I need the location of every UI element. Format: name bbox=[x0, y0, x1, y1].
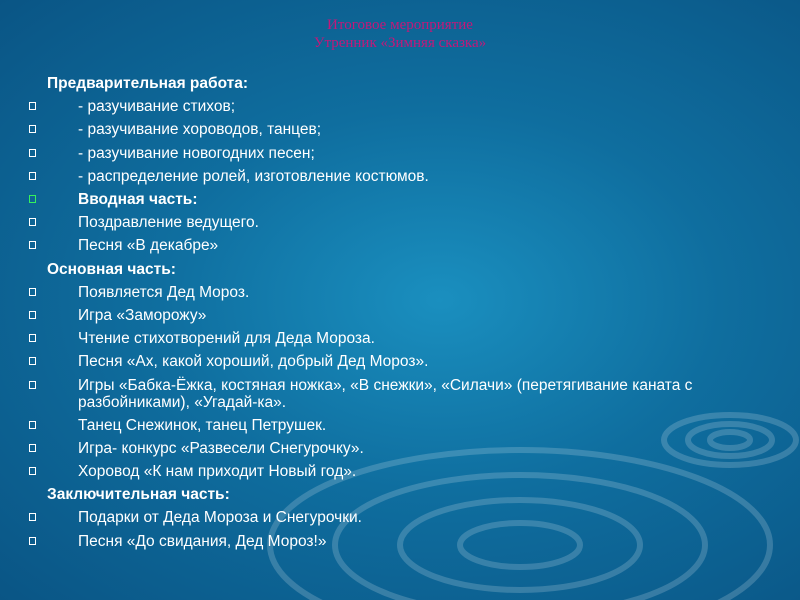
list-item bbox=[47, 118, 747, 141]
list-item bbox=[47, 95, 747, 118]
bullet-icon bbox=[29, 288, 36, 296]
item-text: Подарки от Деда Мороза и Снегурочки. bbox=[78, 509, 362, 527]
item-text: Танец Снежинок, танец Петрушек. bbox=[78, 416, 327, 434]
bullet-icon bbox=[29, 172, 36, 180]
bullet-icon bbox=[29, 537, 36, 545]
bullet-icon bbox=[29, 102, 36, 110]
list-item bbox=[47, 165, 747, 188]
section-heading bbox=[47, 258, 747, 281]
item-text: - распределение ролей, изготовление костюмов. bbox=[78, 167, 429, 185]
bullet-icon bbox=[29, 467, 36, 475]
list-item bbox=[47, 234, 747, 257]
list-item bbox=[47, 530, 747, 553]
list-item bbox=[47, 460, 747, 483]
item-text: Предварительная работа: bbox=[47, 75, 249, 92]
item-text: - разучивание хороводов, танцев; bbox=[78, 121, 322, 139]
list-item bbox=[47, 374, 747, 414]
section-heading bbox=[47, 188, 747, 211]
bullet-icon bbox=[29, 311, 36, 319]
list-item bbox=[47, 304, 747, 327]
item-text: Игра «Заморожу» bbox=[78, 307, 207, 325]
program-list bbox=[47, 72, 747, 553]
section-heading bbox=[47, 72, 747, 95]
bullet-icon bbox=[29, 241, 36, 249]
item-text: - разучивание новогодних песен; bbox=[78, 144, 315, 162]
bullet-icon bbox=[29, 195, 36, 203]
title-line-1: Итоговое мероприятие bbox=[327, 17, 473, 33]
bullet-icon bbox=[29, 334, 36, 342]
title-line-2: Утренник «Зимняя сказка» bbox=[313, 35, 487, 51]
item-text: Основная часть: bbox=[47, 260, 176, 278]
list-item bbox=[47, 142, 747, 165]
item-text: Поздравление ведущего. bbox=[78, 214, 259, 232]
bullet-icon bbox=[29, 421, 36, 429]
list-item bbox=[47, 327, 747, 350]
item-text: Песня «До свидания, Дед Мороз!» bbox=[78, 532, 327, 550]
list-item bbox=[47, 414, 747, 437]
item-text: - разучивание стихов; bbox=[78, 98, 236, 116]
bullet-icon bbox=[29, 149, 36, 157]
bullet-icon bbox=[29, 513, 36, 521]
item-text: Чтение стихотворений для Деда Мороза. bbox=[78, 330, 375, 348]
list-item bbox=[47, 281, 747, 304]
bullet-icon bbox=[29, 381, 36, 389]
slide-title bbox=[0, 16, 800, 52]
item-text: Вводная часть: bbox=[78, 191, 198, 209]
bullet-icon bbox=[29, 444, 36, 452]
item-text: Появляется Дед Мороз. bbox=[78, 283, 250, 301]
item-text: Песня «В декабре» bbox=[78, 237, 219, 255]
item-text: Песня «Ах, какой хороший, добрый Дед Мороз». bbox=[78, 353, 429, 371]
bullet-icon bbox=[29, 357, 36, 365]
item-text: Игры «Бабка-Ёжка, костяная ножка», «В снежки», «Силачи» (перетягивание каната с разбойниками), «Угадай-ка». bbox=[78, 376, 693, 411]
item-text: Игра- конкурс «Развесели Снегурочку». bbox=[78, 439, 364, 457]
list-item bbox=[47, 506, 747, 529]
item-text: Заключительная часть: bbox=[47, 486, 230, 504]
list-item bbox=[47, 350, 747, 373]
list-item bbox=[47, 211, 747, 234]
bullet-icon bbox=[29, 218, 36, 226]
section-heading bbox=[47, 483, 747, 506]
bullet-icon bbox=[29, 125, 36, 133]
item-text: Хоровод «К нам приходит Новый год». bbox=[78, 463, 357, 481]
list-item bbox=[47, 437, 747, 460]
